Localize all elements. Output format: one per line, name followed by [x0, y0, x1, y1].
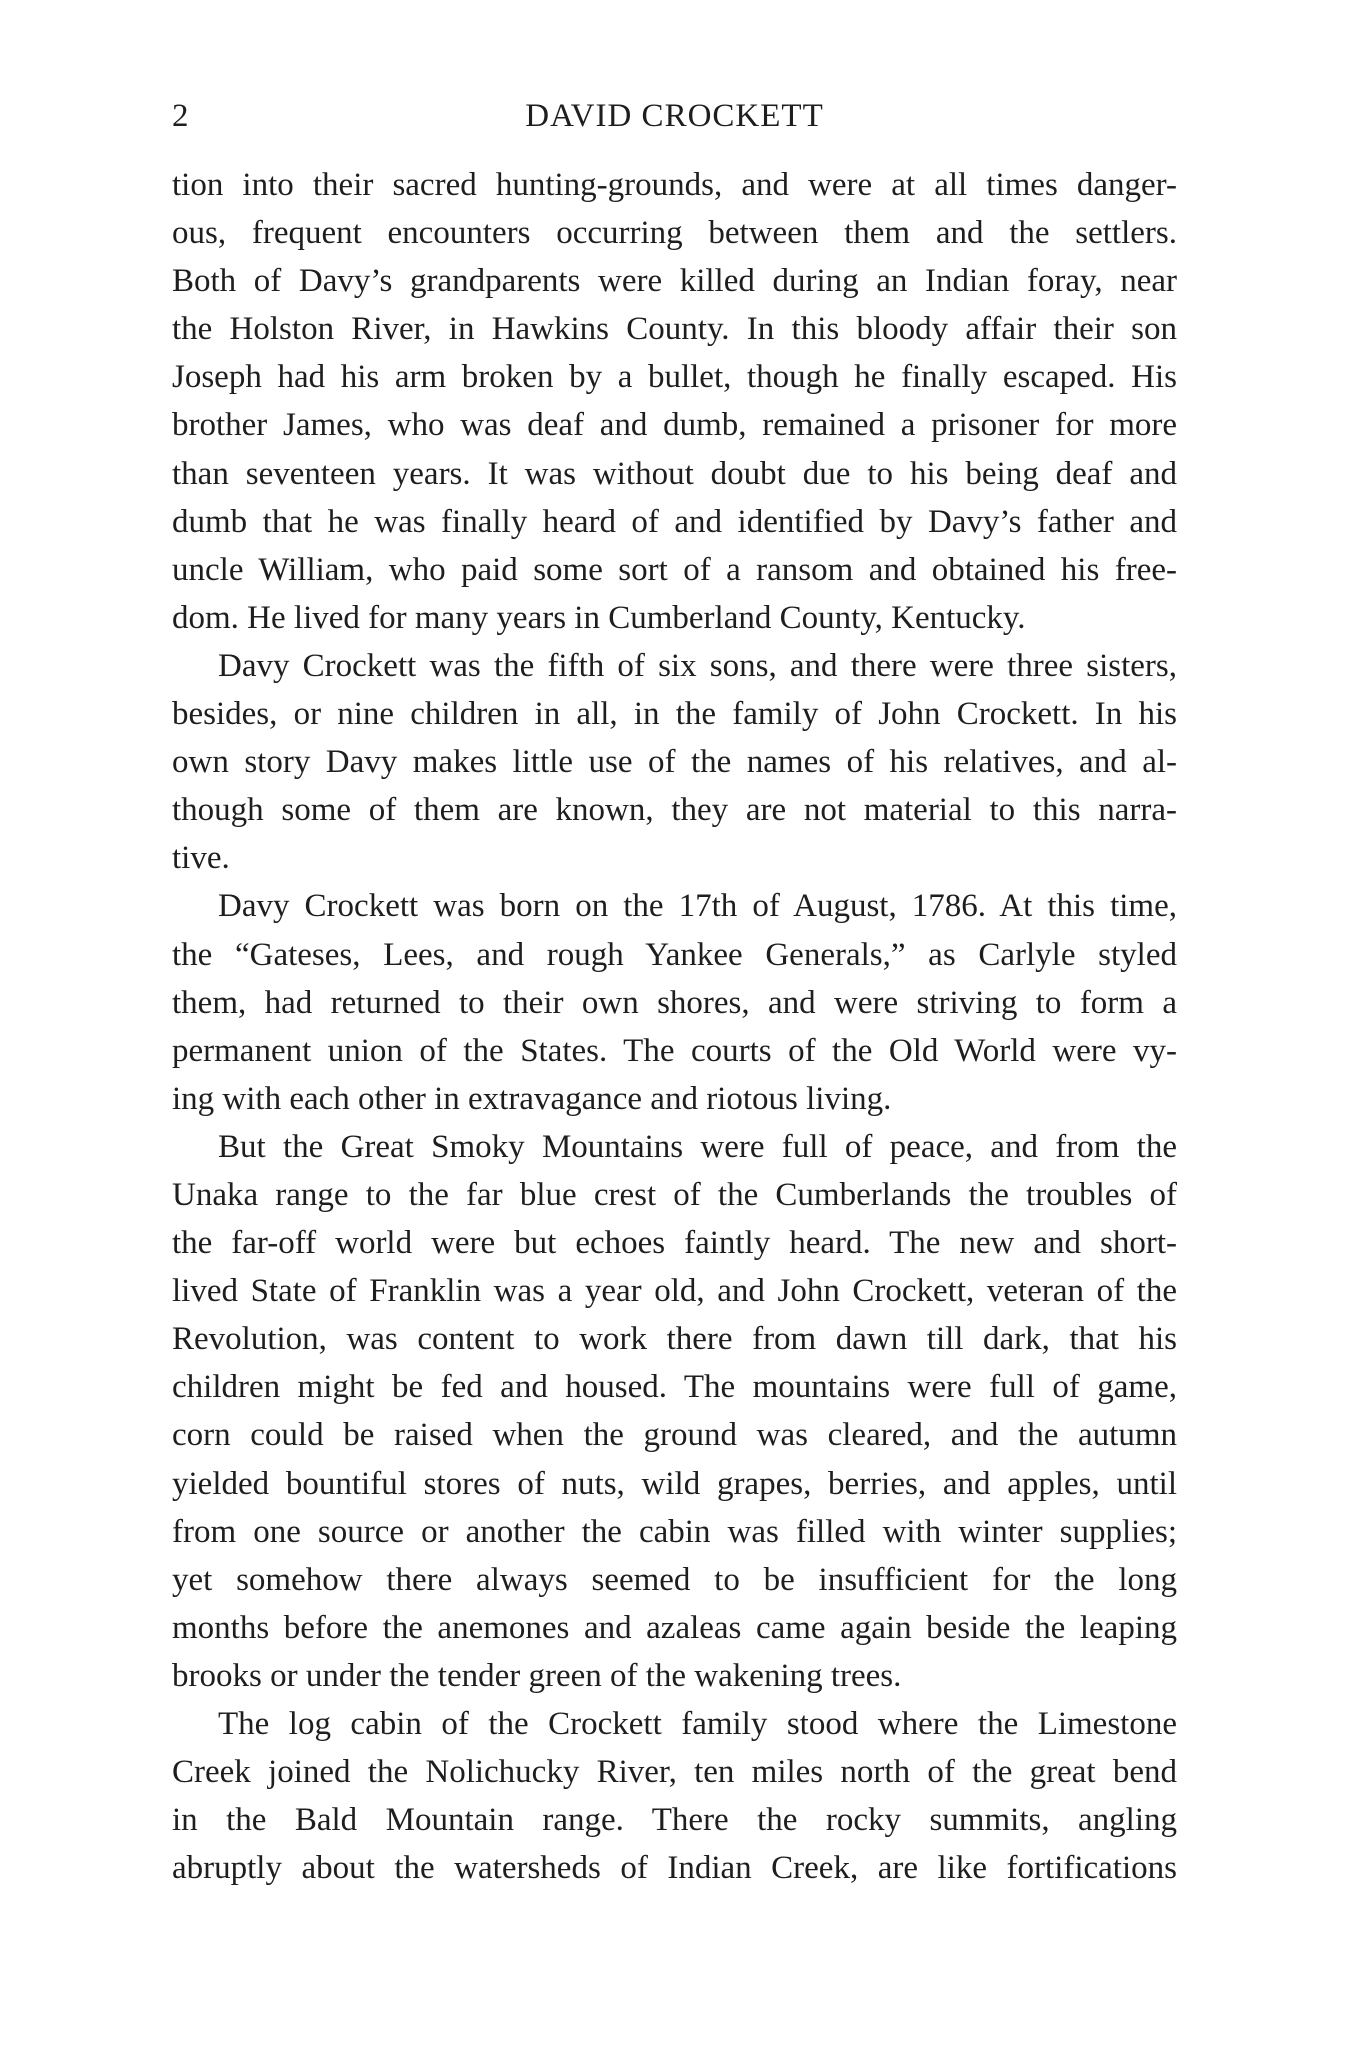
text-line: them, had returned to their own shores, and were striving to form a [172, 984, 1177, 1021]
paragraph [172, 1123, 1177, 1700]
text-line: children might be fed and housed. The mountains were full of game, [172, 1369, 1177, 1406]
text-line: Davy Crockett was the fifth of six sons, and there were three sisters, [218, 647, 1177, 684]
text-line: Davy Crockett was born on the 17th of August, 1786. At this time, [218, 888, 1177, 925]
text-line: Joseph had his arm broken by a bullet, though he finally escaped. His [172, 359, 1177, 396]
text-line: tion into their sacred hunting-grounds, and were at all times danger- [172, 167, 1177, 203]
text-line: Unaka range to the far blue crest of the Cumberlands the troubles of [172, 1176, 1177, 1213]
text-line: ing with each other in extravagance and riotous living. [172, 1080, 892, 1117]
text-line: the far-off world were but echoes faintly heard. The new and short- [172, 1225, 1177, 1262]
text-line: Creek joined the Nolichucky River, ten miles north of the great bend [172, 1754, 1177, 1791]
text-line: own story Davy makes little use of the names of his relatives, and al- [172, 744, 1177, 781]
text-line: though some of them are known, they are not material to this narra- [172, 792, 1177, 829]
text-line: brother James, who was deaf and dumb, remained a prisoner for more [172, 407, 1177, 444]
text-line: besides, or nine children in all, in the family of John Crockett. In his [172, 696, 1177, 733]
text-line: dom. He lived for many years in Cumberland County, Kentucky. [172, 599, 1026, 636]
text-line: But the Great Smoky Mountains were full of peace, and from the [218, 1128, 1177, 1165]
text-line: Revolution, was content to work there from dawn till dark, that his [172, 1321, 1177, 1358]
text-line: tive. [172, 840, 230, 877]
text-line: from one source or another the cabin was filled with winter supplies; [172, 1513, 1177, 1550]
text-line: permanent union of the States. The courts of the Old World were vy- [172, 1032, 1177, 1069]
text-line: yielded bountiful stores of nuts, wild grapes, berries, and apples, until [172, 1465, 1177, 1502]
text-line: Both of Davy’s grandparents were killed during an Indian foray, near [172, 263, 1177, 300]
text-line: dumb that he was finally heard of and identified by Davy’s father and [172, 503, 1177, 540]
paragraph [172, 161, 1177, 642]
page-number: 2 [172, 98, 189, 134]
text-line: lived State of Franklin was a year old, and John Crockett, veteran of the [172, 1273, 1177, 1310]
text-line: than seventeen years. It was without doubt due to his being deaf and [172, 455, 1177, 492]
text-line: uncle William, who paid some sort of a ransom and obtained his free- [172, 551, 1177, 588]
paragraph [172, 642, 1177, 882]
text-line: yet somehow there always seemed to be insufficient for the long [172, 1561, 1177, 1598]
text-line: ous, frequent encounters occurring between them and the settlers. [172, 215, 1177, 252]
text-line: brooks or under the tender green of the wakening trees. [172, 1657, 902, 1694]
paragraph [172, 1700, 1177, 1892]
text-line: The log cabin of the Crockett family stood where the Limestone [218, 1706, 1177, 1742]
body-text [172, 161, 1177, 1892]
text-line: corn could be raised when the ground was cleared, and the autumn [172, 1417, 1177, 1454]
text-line: the “Gateses, Lees, and rough Yankee Generals,” as Carlyle styled [172, 936, 1177, 973]
running-head [172, 92, 1177, 142]
text-line: the Holston River, in Hawkins County. In this bloody affair their son [172, 311, 1177, 348]
running-title: DAVID CROCKETT [525, 98, 824, 134]
text-line: abruptly about the watersheds of Indian Creek, are like fortifications [172, 1850, 1177, 1887]
paragraph [172, 882, 1177, 1122]
text-line: months before the anemones and azaleas came again beside the leaping [172, 1609, 1177, 1646]
text-line: in the Bald Mountain range. There the rocky summits, angling [172, 1802, 1177, 1839]
